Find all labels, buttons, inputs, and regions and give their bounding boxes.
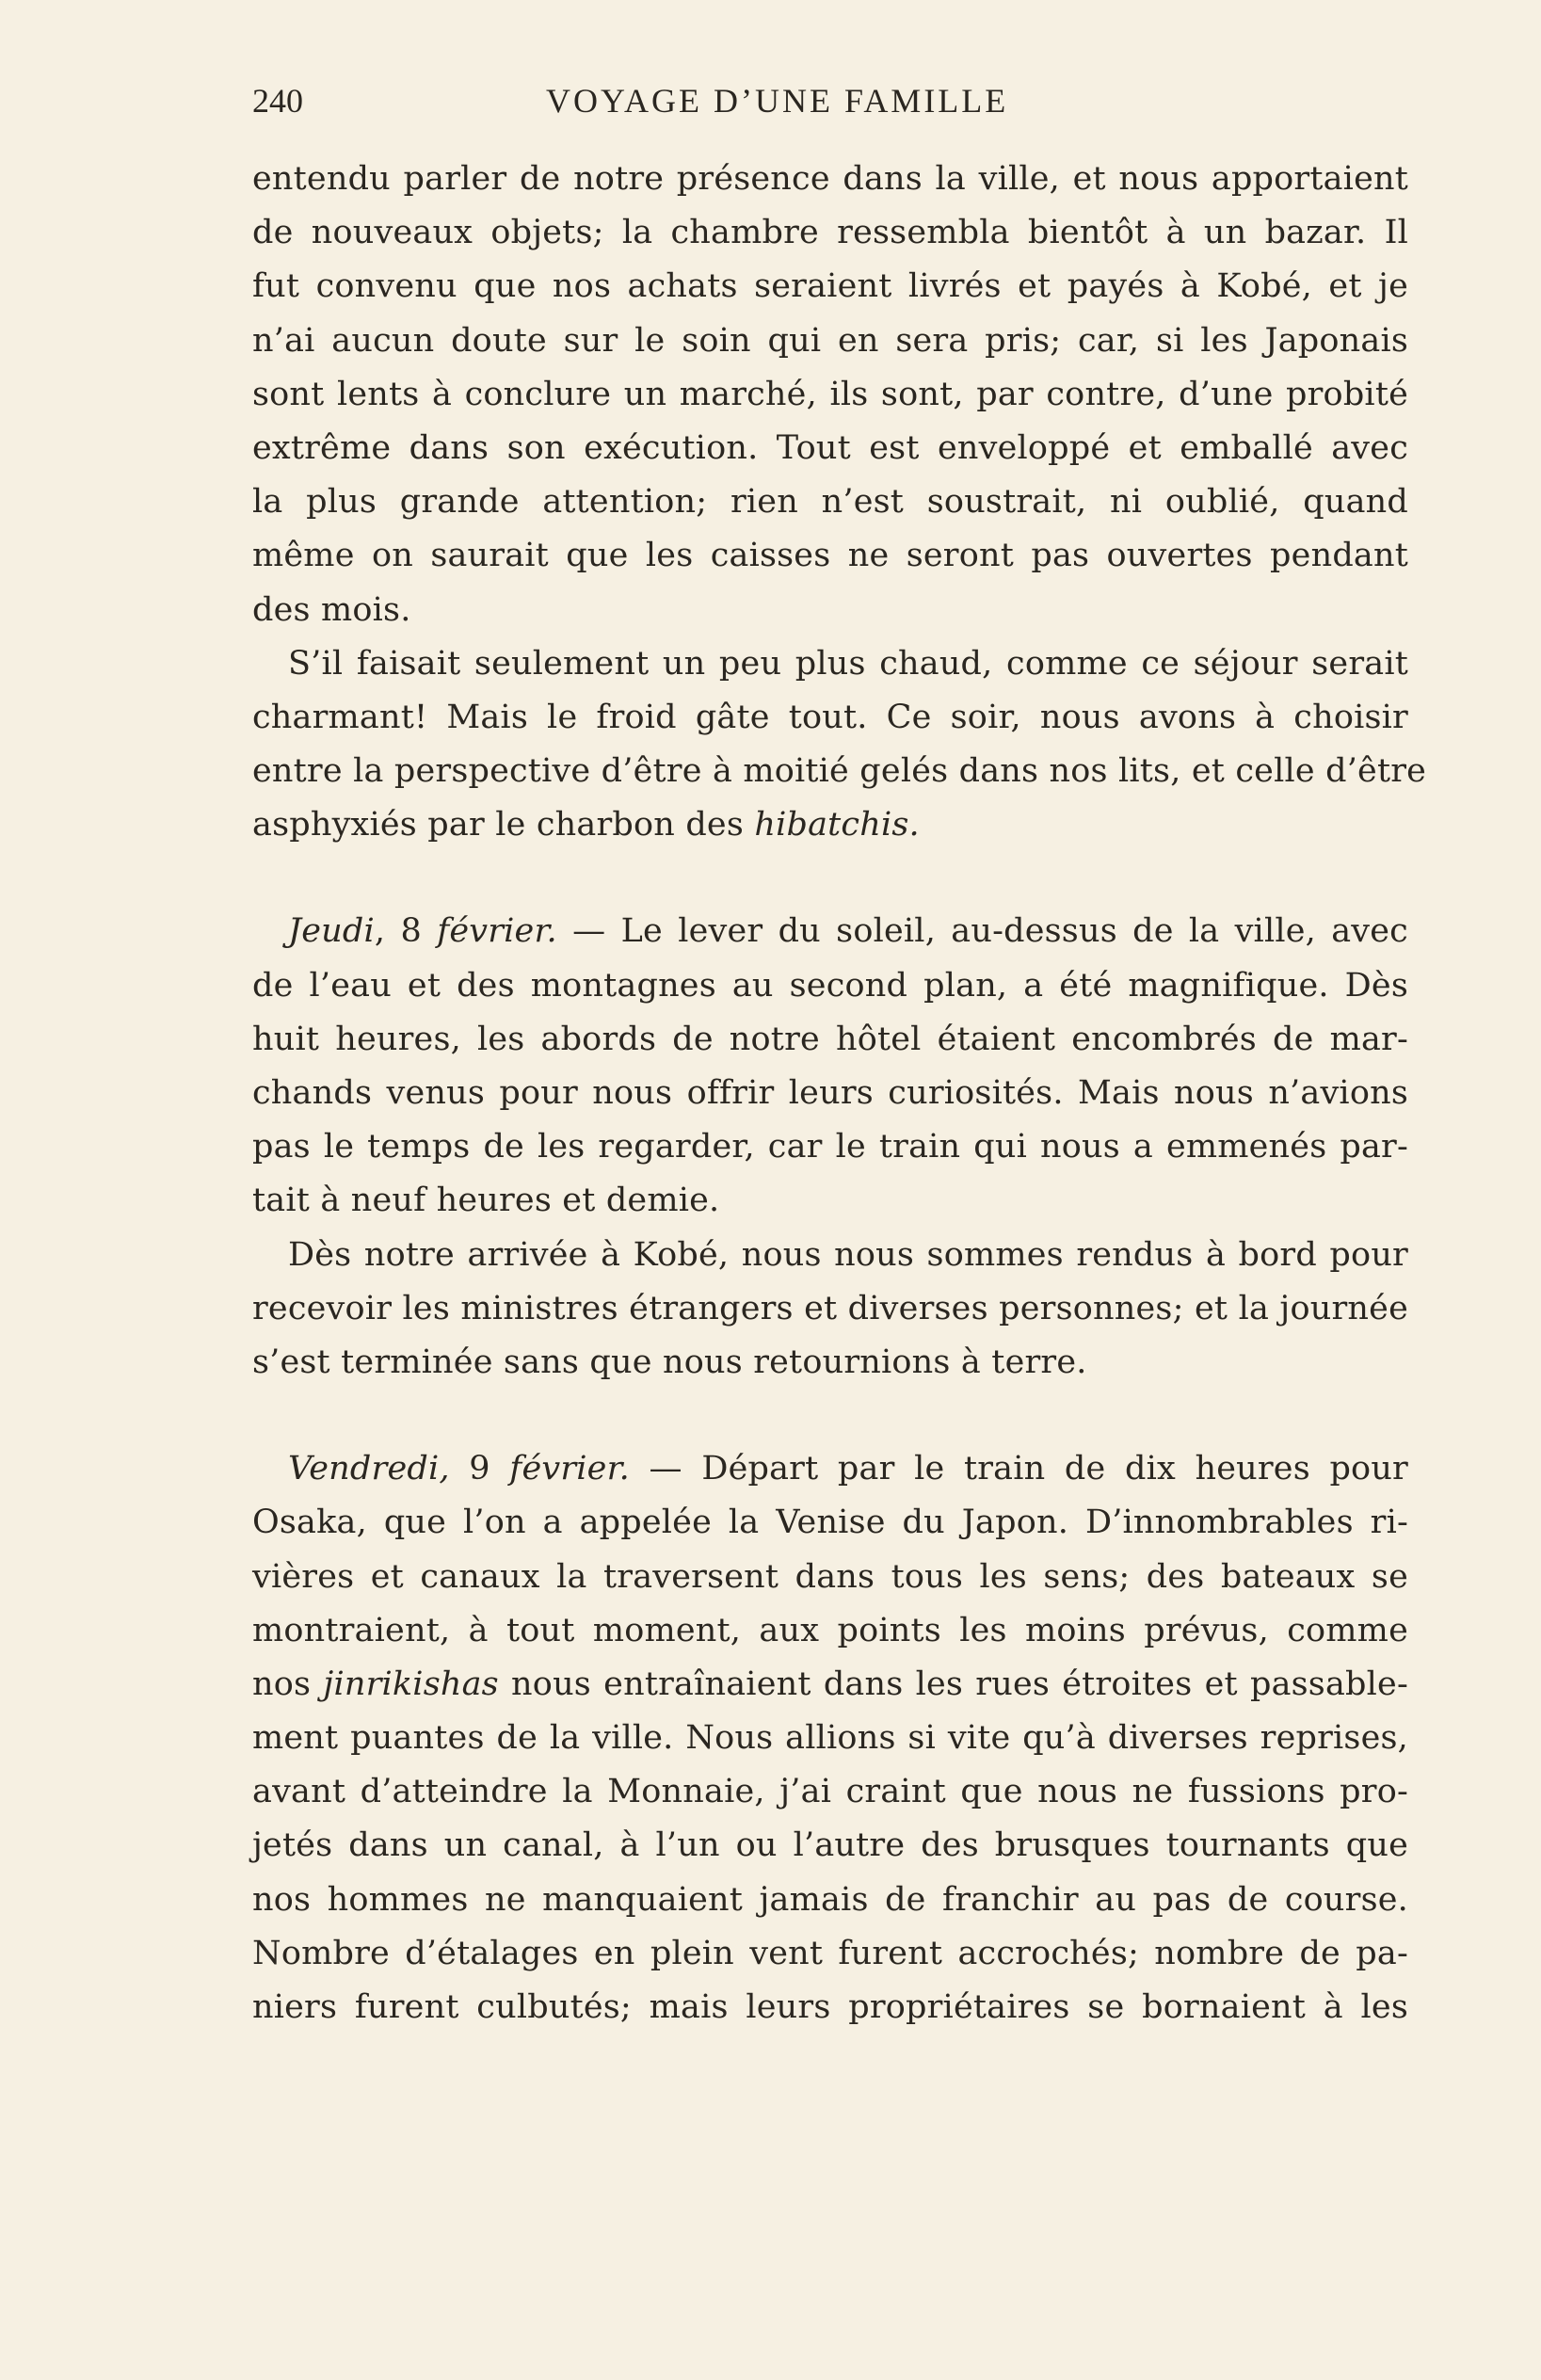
body-text	[252, 153, 1427, 2034]
text-run: nous entraînaient dans les rues étroites et passable-	[498, 1664, 1408, 1703]
text-line	[252, 1442, 1408, 1496]
text-line: nos hommes ne manquaient jamais de franchir au pas de course.	[252, 1880, 1408, 1919]
text-run: — Départ par le train de dix heures pour	[630, 1450, 1408, 1488]
text-line: chands venus pour nous offrir leurs curiosités. Mais nous n’avions	[252, 1074, 1408, 1112]
text-line: la plus grande attention; rien n’est soustrait, ni oublié, quand	[252, 483, 1408, 522]
text-line: extrême dans son exécution. Tout est enveloppé et emballé avec	[252, 428, 1408, 467]
text-line: niers furent culbutés; mais leurs propriétaires se bornaient à les	[252, 1988, 1408, 2026]
text-line: vières et canaux la traversent dans tous les sens; des bateaux se	[252, 1557, 1408, 1596]
text-line: de nouveaux objets; la chambre ressembla bientôt à un bazar. Il	[252, 214, 1408, 252]
text-line	[252, 1658, 1408, 1712]
text-line: entre la perspective d’être à moitié gelés dans nos lits, et celle d’être	[252, 752, 1427, 791]
entry-day-number: 9	[449, 1450, 510, 1488]
paragraph	[252, 637, 1427, 853]
text-line: huit heures, les abords de notre hôtel étaient encombrés de mar-	[252, 1020, 1408, 1058]
entry-month: février.	[437, 912, 557, 951]
text-run: — Le lever du soleil, au-dessus de la ville, avec	[556, 912, 1408, 951]
text-line: pas le temps de les regarder, car le train qui nous a emmenés par-	[252, 1128, 1408, 1166]
section-gap	[252, 1390, 1408, 1442]
text-line: des mois.	[252, 590, 411, 629]
dated-entry	[252, 905, 1408, 1228]
dated-entry	[252, 1442, 1408, 2034]
text-line: sont lents à conclure un marché, ils sont, par contre, d’une probité	[252, 375, 1408, 413]
text-line: Nombre d’étalages en plein vent furent accrochés; nombre de pa-	[252, 1934, 1408, 1972]
text-line: jetés dans un canal, à l’un ou l’autre des brusques tournants que	[252, 1826, 1408, 1865]
text-run: asphyxiés par le charbon des	[252, 806, 755, 844]
text-line: même on saurait que les caisses ne seront pas ouvertes pendant	[252, 537, 1408, 575]
entry-day: Jeudi	[288, 912, 375, 951]
text-run: nos	[252, 1664, 324, 1703]
paragraph	[252, 1229, 1408, 1391]
running-head	[252, 81, 1408, 128]
entry-day: Vendredi,	[288, 1450, 450, 1488]
text-line: montraient, à tout moment, aux points les moins prévus, comme	[252, 1611, 1408, 1649]
text-line: recevoir les ministres étrangers et diverses personnes; et la journée	[252, 1289, 1408, 1327]
text-line: de l’eau et des montagnes au second plan, a été magnifique. Dès	[252, 966, 1408, 1005]
text-line: n’ai aucun doute sur le soin qui en sera pris; car, si les Japonais	[252, 321, 1408, 360]
text-line: ment puantes de la ville. Nous allions si vite qu’à diverses reprises,	[252, 1719, 1408, 1758]
paragraph	[252, 153, 1408, 637]
text-line: S’il faisait seulement un peu plus chaud, comme ce séjour serait	[288, 644, 1408, 683]
text-line: fut convenu que nos achats seraient livrés et payés à Kobé, et je	[252, 267, 1408, 306]
section-gap	[252, 852, 1408, 905]
text-line: avant d’atteindre la Monnaie, j’ai craint que nous ne fussions pro-	[252, 1773, 1408, 1811]
italic-term: jinrikishas	[323, 1664, 499, 1703]
text-line: entendu parler de notre présence dans la ville, et nous apportaient	[252, 160, 1408, 198]
page-number: 240	[252, 82, 303, 120]
italic-term: hibatchis.	[754, 806, 920, 844]
text-line	[252, 905, 1408, 958]
text-line: charmant! Mais le froid gâte tout. Ce soir, nous avons à choisir	[252, 698, 1408, 736]
text-line	[252, 798, 1408, 852]
text-line: Dès notre arrivée à Kobé, nous nous sommes rendus à bord pour	[288, 1235, 1408, 1274]
text-line: s’est terminée sans que nous retournions à terre.	[252, 1343, 1087, 1381]
entry-day-number: , 8	[374, 912, 438, 951]
text-line: tait à neuf heures et demie.	[252, 1182, 720, 1220]
text-line: Osaka, que l’on a appelée la Venise du Japon. D’innombrables ri-	[252, 1504, 1408, 1542]
entry-month: février.	[509, 1450, 630, 1488]
running-title: VOYAGE D’UNE FAMILLE	[546, 82, 1009, 120]
